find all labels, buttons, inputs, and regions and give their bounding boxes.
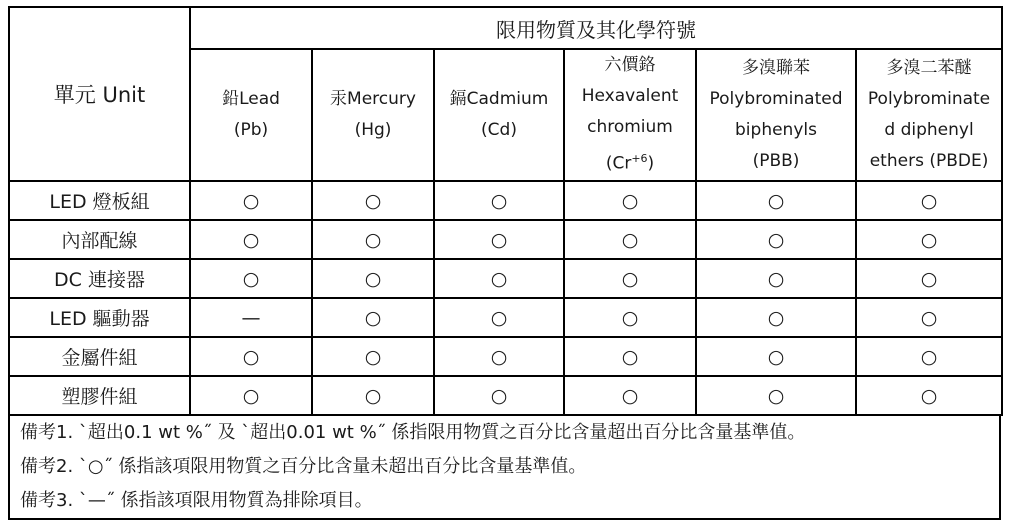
compliance-mark: ○ xyxy=(856,181,1002,220)
compliance-mark: ○ xyxy=(312,259,434,298)
compliance-mark: ○ xyxy=(434,337,564,376)
substance-header-mercury: 汞Mercury (Hg) xyxy=(312,49,434,181)
substance-header-chromium: 六價鉻 Hexavalent chromium $(Cr^{+6})$ xyxy=(564,49,696,181)
compliance-mark: ○ xyxy=(564,220,696,259)
compliance-mark: ○ xyxy=(190,337,312,376)
compliance-mark: ○ xyxy=(312,220,434,259)
table-row xyxy=(9,181,1002,220)
compliance-mark: ○ xyxy=(696,220,856,259)
unit-cell: LED 驅動器 xyxy=(9,298,190,337)
compliance-mark: ○ xyxy=(190,181,312,220)
compliance-mark: ○ xyxy=(696,298,856,337)
rohs-declaration xyxy=(8,6,1001,524)
compliance-mark: ○ xyxy=(434,376,564,415)
compliance-mark: ○ xyxy=(856,337,1002,376)
compliance-mark: ○ xyxy=(564,298,696,337)
note-1: 備考1. ˋ超出0.1 wt %˝ 及 ˋ超出0.01 wt %˝ 係指限用物質之百分比含量超出百分比含量基準值。 xyxy=(20,422,806,443)
compliance-mark: ○ xyxy=(434,298,564,337)
table-row xyxy=(9,259,1002,298)
compliance-mark: ○ xyxy=(564,337,696,376)
unit-cell: 塑膠件組 xyxy=(9,376,190,415)
compliance-mark: ○ xyxy=(312,376,434,415)
compliance-mark: ○ xyxy=(434,181,564,220)
compliance-mark: — xyxy=(190,298,312,337)
compliance-mark: ○ xyxy=(190,220,312,259)
table-row xyxy=(9,298,1002,337)
compliance-mark: ○ xyxy=(856,298,1002,337)
note-2: 備考2. ˋ○˝ 係指該項限用物質之百分比含量未超出百分比含量基準值。 xyxy=(20,456,587,477)
compliance-mark: ○ xyxy=(190,376,312,415)
substance-header-cadmium: 鎘Cadmium (Cd) xyxy=(434,49,564,181)
substance-header-pbb: 多溴聯苯 Polybrominated biphenyls (PBB) xyxy=(696,49,856,181)
compliance-mark: ○ xyxy=(312,337,434,376)
compliance-mark: ○ xyxy=(312,181,434,220)
substances-group-header: 限用物質及其化學符號 xyxy=(190,7,1002,49)
unit-cell: LED 燈板組 xyxy=(9,181,190,220)
compliance-mark: ○ xyxy=(696,376,856,415)
table-row xyxy=(9,376,1002,415)
compliance-mark: ○ xyxy=(856,259,1002,298)
table-row xyxy=(9,337,1002,376)
restricted-substances-table xyxy=(8,6,1003,416)
note-3: 備考3. ˋ—˝ 係指該項限用物質為排除項目。 xyxy=(20,490,373,511)
compliance-mark: ○ xyxy=(696,259,856,298)
compliance-mark: ○ xyxy=(434,220,564,259)
unit-cell: 內部配線 xyxy=(9,220,190,259)
compliance-mark: ○ xyxy=(856,376,1002,415)
compliance-mark: ○ xyxy=(312,298,434,337)
unit-cell: 金屬件組 xyxy=(9,337,190,376)
compliance-mark: ○ xyxy=(696,181,856,220)
compliance-mark: ○ xyxy=(696,337,856,376)
table-row xyxy=(9,220,1002,259)
compliance-mark: ○ xyxy=(190,259,312,298)
compliance-mark: ○ xyxy=(856,220,1002,259)
substance-header-lead: 鉛Lead (Pb) xyxy=(190,49,312,181)
compliance-mark: ○ xyxy=(564,181,696,220)
unit-cell: DC 連接器 xyxy=(9,259,190,298)
notes-section xyxy=(8,416,1001,520)
unit-header: 單元 Unit xyxy=(9,7,190,181)
substance-header-pbde: 多溴二苯醚 Polybrominate d diphenyl ethers (PBDE) xyxy=(856,49,1002,181)
compliance-mark: ○ xyxy=(434,259,564,298)
compliance-mark: ○ xyxy=(564,376,696,415)
compliance-mark: ○ xyxy=(564,259,696,298)
